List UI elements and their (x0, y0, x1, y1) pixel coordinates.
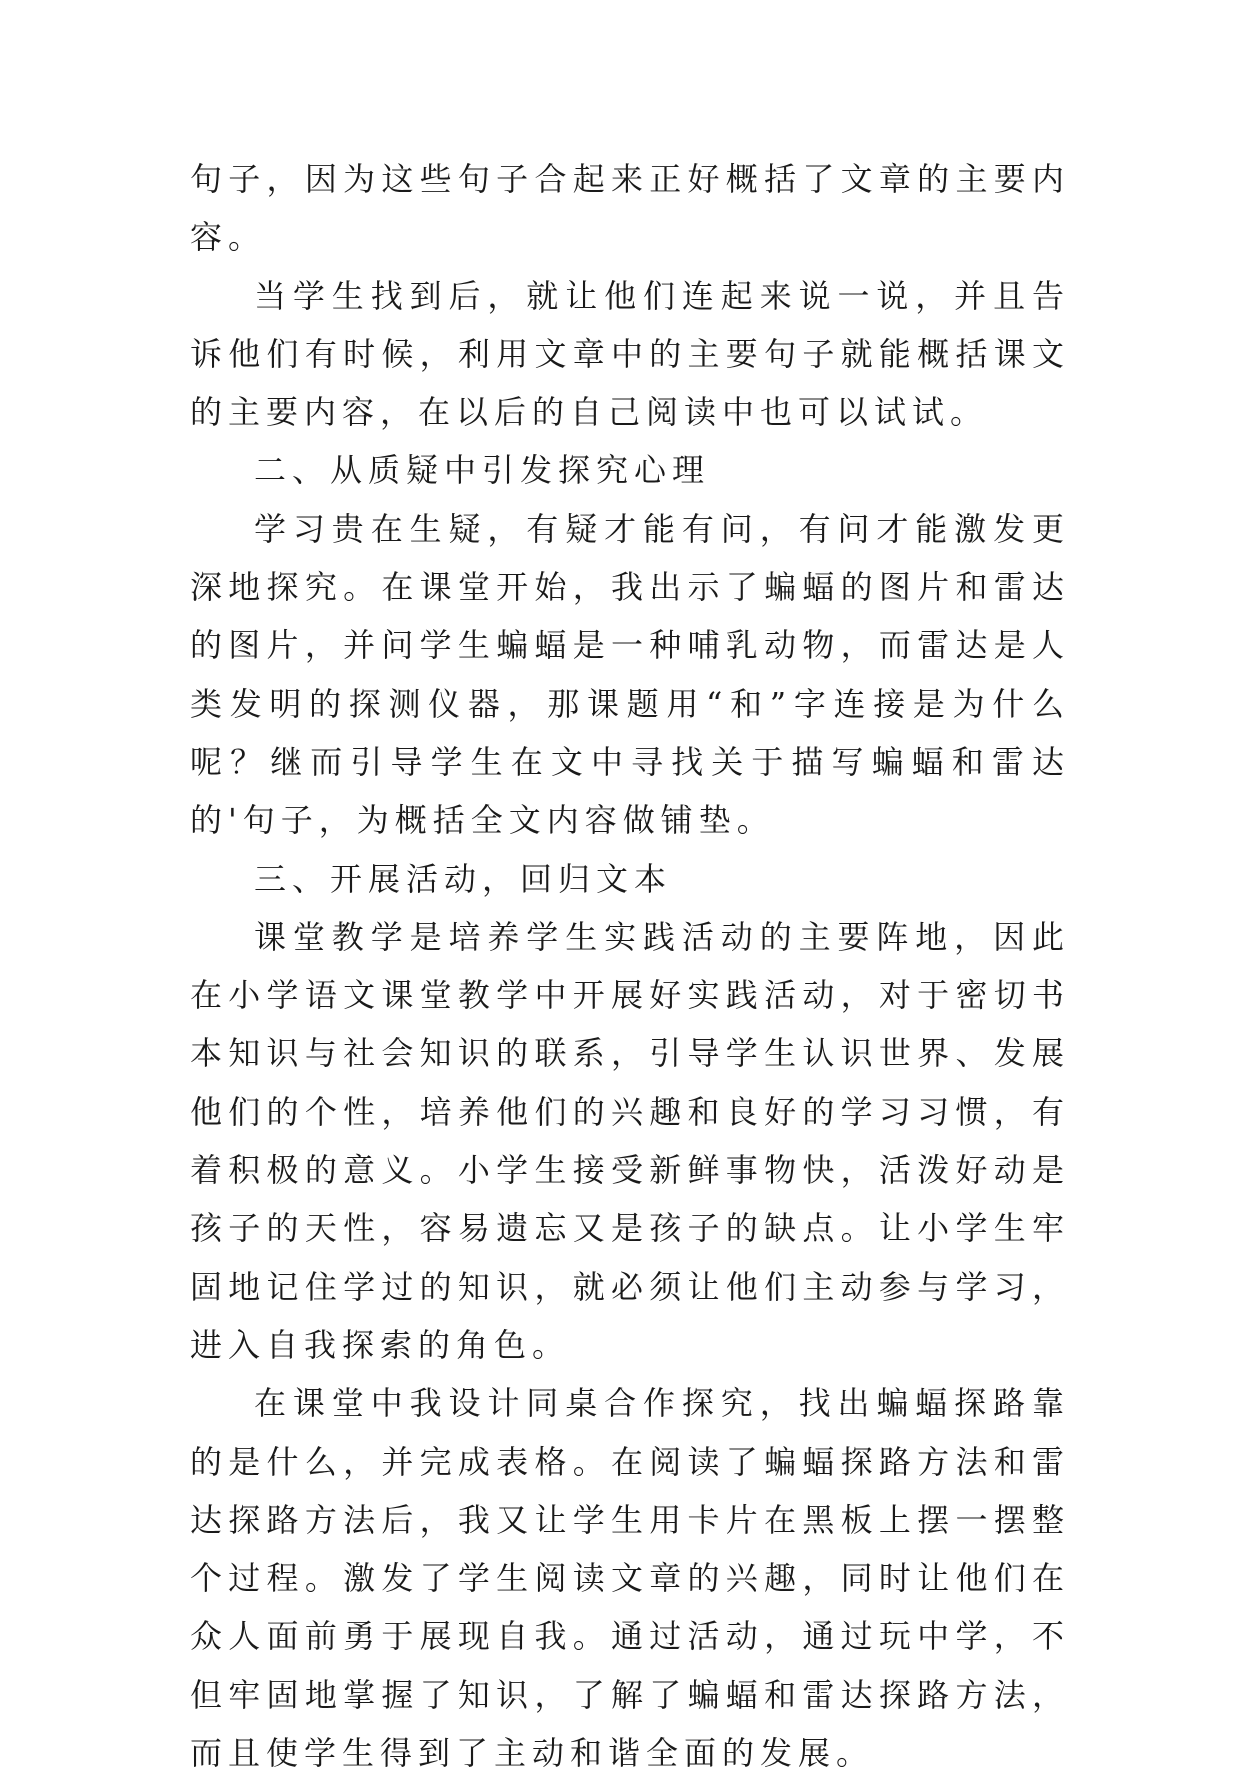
paragraph-questioning: 学习贵在生疑，有疑才能有问，有问才能激发更深地探究。在课堂开始，我出示了蝙蝠的图片和雷达的图片，并问学生蝙蝠是一种哺乳动物，而雷达是人类发明的探测仪器，那课题用“和”字连接是为什么呢？继而引导学生在文中寻找关于描写蝙蝠和雷达的'句子，为概括全文内容做铺垫。 (190, 509, 1070, 840)
paragraph-summary-method: 当学生找到后，就让他们连起来说一说，并且告诉他们有时候，利用文章中的主要句子就能概括课文的主要内容，在以后的自己阅读中也可以试试。 (190, 276, 1070, 432)
paragraph-practice-activities: 课堂教学是培养学生实践活动的主要阵地，因此在小学语文课堂教学中开展好实践活动，对于密切书本知识与社会知识的联系，引导学生认识世界、发展他们的个性，培养他们的兴趣和良好的学习习惯，有着积极的意义。小学生接受新鲜事物快，活泼好动是孩子的天性，容易遗忘又是孩子的缺点。让小学生牢固地记住学过的知识，就必须让他们主动参与学习，进入自我探索的角色。 (190, 917, 1070, 1364)
section-heading-2: 二、从质疑中引发探究心理 (254, 451, 711, 490)
paragraph-cooperative-inquiry: 在课堂中我设计同桌合作探究，找出蝙蝠探路靠的是什么，并完成表格。在阅读了蝙蝠探路方法和雷达探路方法后，我又让学生用卡片在黑板上摆一摆整个过程。激发了学生阅读文章的兴趣，同时让他们在众人面前勇于展现自我。通过活动，通过玩中学，不但牢固地掌握了知识，了解了蝙蝠和雷达探路方法，而且使学生得到了主动和谐全面的发展。 (190, 1384, 1070, 1773)
document-body (190, 150, 1070, 1782)
paragraph-continuation: 句子，因为这些句子合起来正好概括了文章的主要内容。 (190, 160, 1070, 257)
section-heading-3: 三、开展活动，回归文本 (254, 859, 673, 898)
